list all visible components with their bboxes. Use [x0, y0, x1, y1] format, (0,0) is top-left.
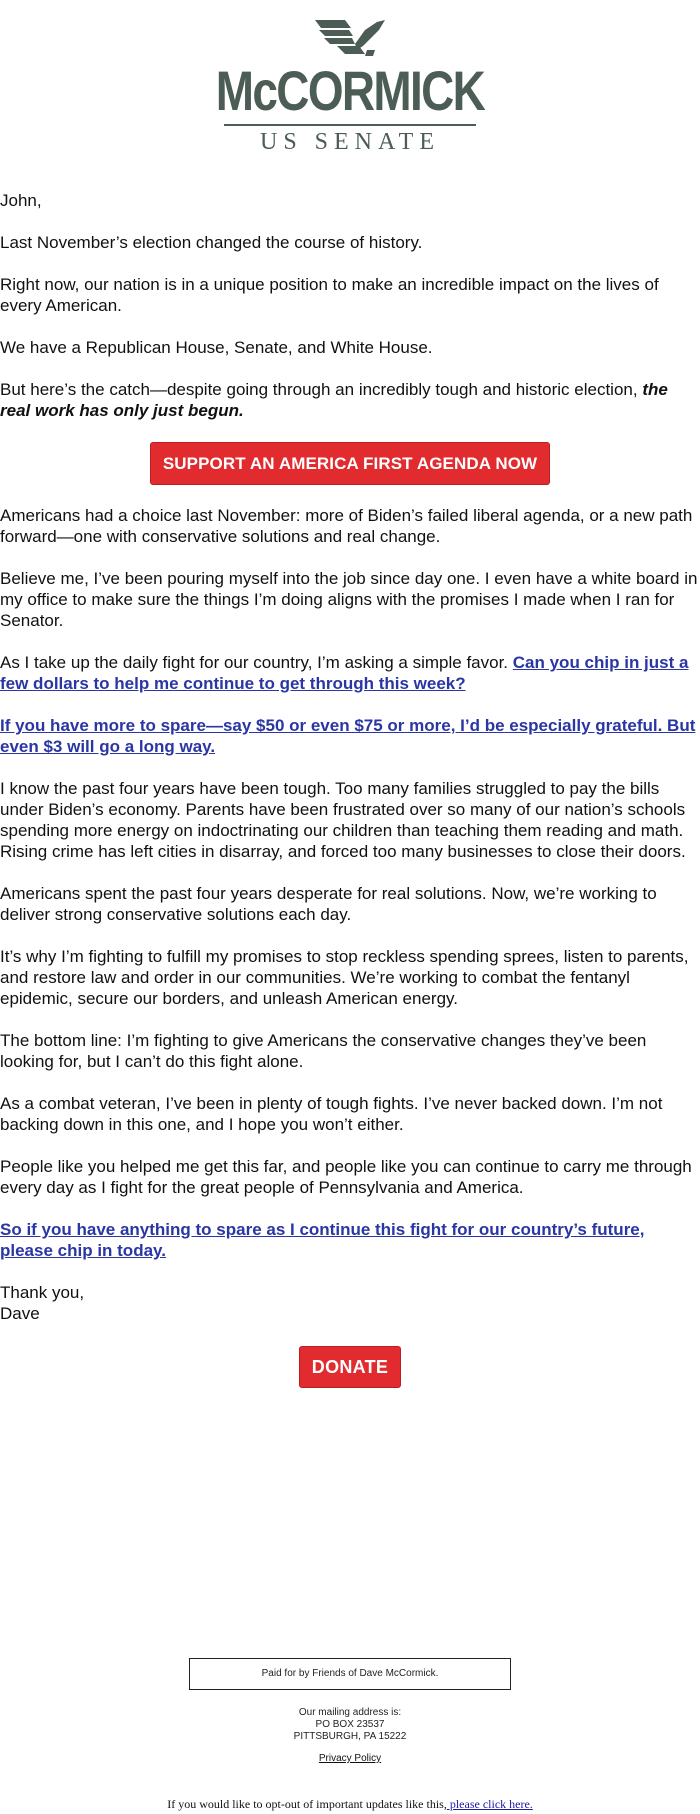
campaign-logo — [0, 0, 700, 160]
paragraph-combat-veteran: As a combat veteran, I’ve been in plenty of tough fights. I’ve never backed down. I’m not backing down in this one, and I hope you won’t either. — [0, 1094, 663, 1134]
address-line-2: PITTSBURGH, PA 15222 — [293, 1731, 407, 1742]
address-line-1: PO BOX 23537 — [315, 1719, 385, 1730]
more-to-spare-link[interactable]: If you have more to spare—say $50 or even $75 or more, I’d be especially grateful. But even $3 will go a long way. — [0, 716, 696, 756]
paragraph-the-catch-text: But here’s the catch—despite going through an incredibly tough and historic election, — [0, 380, 643, 399]
paragraph-favor — [0, 652, 700, 694]
opt-out-line — [0, 1797, 700, 1811]
paragraph-final-ask — [0, 1219, 700, 1261]
donate-button[interactable]: DONATE — [299, 1346, 401, 1388]
signature: Dave — [0, 1304, 40, 1323]
paid-for-disclaimer: Paid for by Friends of Dave McCormick. — [189, 1658, 511, 1690]
cta-container — [0, 442, 700, 485]
logo-subtitle: US SENATE — [259, 129, 440, 155]
mailing-address — [0, 1707, 700, 1743]
paragraph-whiteboard: Believe me, I’ve been pouring myself into the job since day one. I even have a white board in my office to make sure the things I’m doing aligns with the promises I made when I ran for Senator. — [0, 569, 698, 630]
paragraph-election: Last November’s election changed the course of history. — [0, 233, 423, 252]
paragraph-the-catch — [0, 379, 700, 421]
paragraph-republican-control: We have a Republican House, Senate, and White House. — [0, 338, 433, 357]
logo-divider — [224, 124, 476, 126]
address-label: Our mailing address is: — [298, 1707, 402, 1718]
paragraph-unique-position: Right now, our nation is in a unique position to make an incredible impact on the lives of every American. — [0, 275, 659, 315]
paragraph-promises: It’s why I’m fighting to fulfill my promises to stop reckless spending sprees, listen to parents, and restore law and order in our communities. We’re working to combat the fentanyl epidemic, secure our borders, and unleash American energy. — [0, 947, 689, 1008]
eagle-wings-icon — [315, 20, 385, 58]
paragraph-choice: Americans had a choice last November: more of Biden’s failed liberal agenda, or a new path forward—one with conservative solutions and real change. — [0, 506, 693, 546]
paragraph-bottom-line: The bottom line: I’m fighting to give Americans the conservative changes they’ve been looking for, but I can’t do this fight alone. — [0, 1031, 647, 1071]
opt-out-link[interactable]: please click here. — [446, 1797, 533, 1811]
paragraph-tough-years: I know the past four years have been tough. Too many families struggled to pay the bills under Biden’s economy. Parents have been frustrated over so many of our nation’s schools spending more energy on indoctrinating our children than teaching them reading and math. Rising crime has left cities in disarray, and forced too many businesses to close their doors. — [0, 779, 686, 861]
chip-in-today-link[interactable]: So if you have anything to spare as I continue this fight for our country’s future, please chip in today. — [0, 1220, 645, 1260]
paragraph-people-like-you: People like you helped me get this far, and people like you can continue to carry me through every day as I fight for the great people of Pennsylvania and America. — [0, 1157, 692, 1197]
signoff-block — [0, 1282, 700, 1324]
paragraph-the-catch-emphasis: the real work has only just begun. — [0, 380, 668, 420]
paragraph-more-to-spare — [0, 715, 700, 757]
privacy-policy-link[interactable]: Privacy Policy — [318, 1753, 382, 1764]
chip-in-link[interactable]: Can you chip in just a few dollars to help me continue to get through this week? — [0, 653, 689, 693]
greeting: John, — [0, 191, 42, 210]
privacy-container — [0, 1753, 700, 1765]
logo-name: McCORMICK — [215, 59, 485, 122]
support-agenda-button[interactable]: SUPPORT AN AMERICA FIRST AGENDA NOW — [150, 442, 550, 485]
email-body — [0, 190, 700, 1388]
paragraph-favor-text: As I take up the daily fight for our country, I’m asking a simple favor. — [0, 653, 513, 672]
opt-out-text: If you would like to opt-out of important updates like this, — [167, 1797, 447, 1811]
paragraph-real-solutions: Americans spent the past four years desperate for real solutions. Now, we’re working to deliver strong conservative solutions each day. — [0, 884, 657, 924]
donate-container — [0, 1346, 700, 1388]
signoff: Thank you, — [0, 1283, 85, 1302]
